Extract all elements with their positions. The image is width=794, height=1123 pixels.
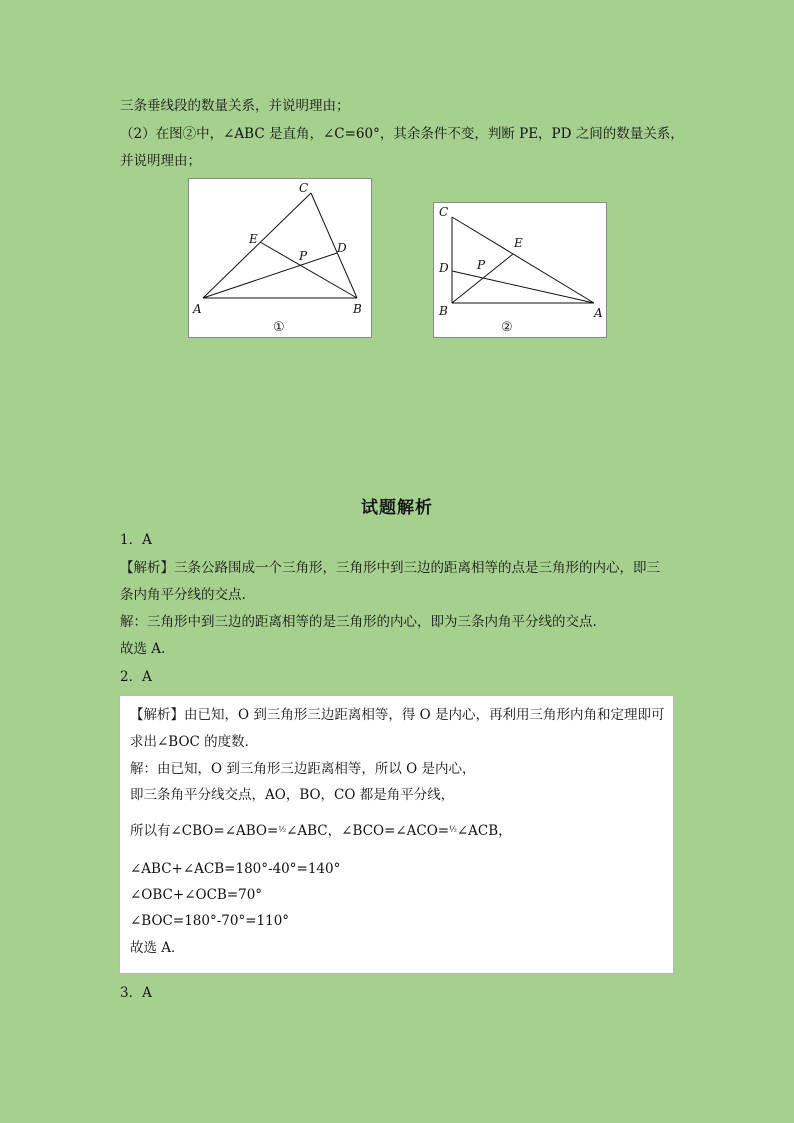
q2-solution-line-3 bbox=[130, 821, 512, 843]
q3-answer: 3．A bbox=[120, 985, 152, 1001]
q2-answer: 2．A bbox=[120, 669, 152, 685]
fig2-side-ac bbox=[452, 217, 594, 303]
fig2-label-a: A bbox=[594, 306, 603, 320]
q1-answer: 1．A bbox=[120, 532, 152, 548]
q2-solution-line-1: 解：由已知，O 到三角形三边距离相等，所以 O 是内心， bbox=[130, 761, 476, 777]
q2-analysis bbox=[130, 705, 665, 725]
fig2-label-e: E bbox=[514, 236, 523, 250]
fig1-label-e: E bbox=[249, 232, 258, 246]
q2-solution-line-6: ∠BOC=180°-70°=110° bbox=[130, 913, 290, 929]
q2-half-fraction-1: ½ bbox=[278, 825, 287, 834]
q2-eq-part-c: ∠ACB， bbox=[456, 823, 512, 839]
fig1-label-c: C bbox=[299, 181, 309, 195]
q1-solution: 解：三角形中到三边的距离相等的是三角形的内心，即为三条内角平分线的交点. bbox=[120, 614, 597, 630]
fig2-label-c: C bbox=[439, 205, 449, 219]
q2-analysis-cont: 求出∠BOC 的度数． bbox=[130, 734, 259, 750]
q2-eq-part-a: 所以有∠CBO=∠ABO= bbox=[130, 823, 279, 839]
problem-line-1: 三条垂线段的数量关系，并说明理由； bbox=[120, 98, 350, 114]
q1-analysis-cont: 条内角平分线的交点. bbox=[120, 587, 246, 603]
fig1-label-d: D bbox=[337, 241, 347, 255]
figure-2-diagram bbox=[434, 203, 606, 337]
fig2-label-d: D bbox=[439, 261, 449, 275]
figure-2 bbox=[433, 202, 607, 338]
fig2-label-p: P bbox=[477, 258, 486, 272]
figure-1 bbox=[188, 178, 372, 338]
fig1-side-bc bbox=[311, 193, 357, 298]
q1-choice: 故选 A. bbox=[120, 641, 166, 657]
fig1-label-b: B bbox=[353, 302, 362, 316]
q2-eq-part-b: ∠ABC，∠BCO=∠ACO= bbox=[286, 823, 450, 839]
q2-analysis-text: 由已知，O 到三角形三边距离相等，得 O 是内心，再利用三角形内角和定理即可 bbox=[184, 707, 665, 723]
q2-solution-line-5: ∠OBC+∠OCB=70° bbox=[130, 887, 263, 903]
fig2-label-b: B bbox=[439, 304, 448, 318]
fig1-label-a: A bbox=[193, 302, 202, 316]
fig1-segment-ad bbox=[203, 253, 337, 298]
problem-line-3: 并说明理由； bbox=[120, 153, 201, 169]
figure-1-diagram bbox=[189, 179, 371, 337]
problem-line-2: （2）在图②中，∠ABC 是直角，∠C=60°，其余条件不变，判断 PE，PD 之间的数量关系， bbox=[120, 126, 684, 142]
q2-solution-line-2: 即三条角平分线交点，AO，BO，CO 都是角平分线， bbox=[130, 787, 455, 803]
q2-choice: 故选 A． bbox=[130, 940, 185, 956]
q2-solution-line-4: ∠ABC+∠ACB=180°-40°=140° bbox=[130, 861, 341, 877]
q1-analysis-text: 三条公路围成一个三角形，三角形中到三边的距离相等的点是三角形的内心，即三 bbox=[174, 560, 660, 576]
q2-solution-box bbox=[119, 695, 674, 974]
fig1-label-p: P bbox=[299, 249, 308, 263]
q1-analysis bbox=[120, 558, 660, 578]
fig2-segment-ad bbox=[452, 271, 594, 303]
q2-half-fraction-2: ½ bbox=[449, 825, 457, 834]
fig2-caption: ② bbox=[501, 320, 513, 335]
q1-analysis-tag: 【解析】 bbox=[120, 560, 174, 576]
q2-analysis-tag: 【解析】 bbox=[130, 707, 184, 723]
section-title: 试题解析 bbox=[361, 498, 433, 518]
fig1-caption: ① bbox=[273, 320, 285, 335]
